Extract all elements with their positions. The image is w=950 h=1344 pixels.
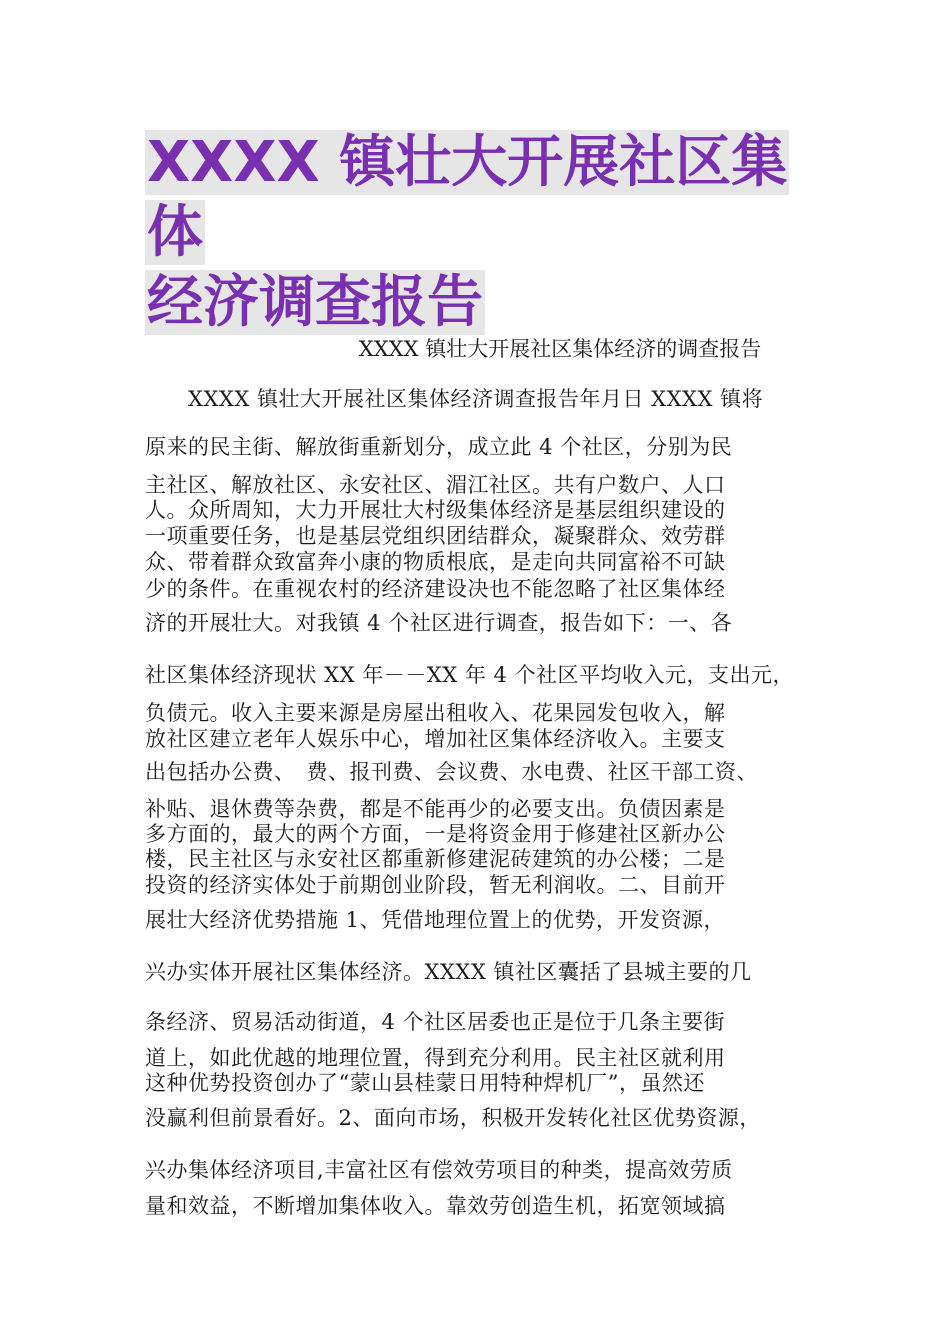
body-line: 原来的民主街、解放街重新划分，成立此 4 个社区，分别为民 [145,435,733,459]
body-line: 补贴、退休费等杂费，都是不能再少的必要支出。负债因素是 [145,797,726,821]
body-line: 投资的经济实体处于前期创业阶段，暂无利润收。二、目前开 [145,873,726,897]
body-line: 没赢利但前景看好。2、面向市场，积极开发转化社区优势资源， [145,1106,761,1130]
title-line-1: XXXX 镇壮大开展社区集体 [147,130,788,265]
body-line: 楼，民主社区与永安社区都重新修建泥砖建筑的办公楼；二是 [145,847,726,871]
body-line: 道上，如此优越的地理位置，得到充分利用。民主社区就利用 [145,1046,726,1070]
body-line: 负债元。收入主要来源是房屋出租收入、花果园发包收入，解 [145,701,726,725]
body-line: 人。众所周知，大力开展壮大村级集体经济是基层组织建设的 [145,498,726,522]
body-line: 兴办集体经济项目,丰富社区有偿效劳项目的种类，提高效劳质 [145,1158,733,1182]
body-line: 这种优势投资创办了“蒙山县桂蒙日用特种焊机厂”，虽然还 [145,1071,705,1095]
body-line: 社区集体经济现状 XX 年－－XX 年 4 个社区平均收入元，支出元， [145,663,795,687]
body-line: 主社区、解放社区、永安社区、湄江社区。共有户数户、人口 [145,473,726,497]
body-line: 兴办实体开展社区集体经济。XXXX 镇社区囊括了县城主要的几 [145,960,752,984]
body-line: 量和效益，不断增加集体收入。靠效劳创造生机，拓宽领域搞 [145,1194,726,1218]
body-line: 众、带着群众致富奔小康的物质根底，是走向共同富裕不可缺 [145,550,726,574]
document-subtitle: XXXX 镇壮大开展社区集体经济的调查报告 [358,337,762,361]
document-title [145,128,825,338]
body-line: 放社区建立老年人娱乐中心，增加社区集体经济收入。主要支 [145,727,726,751]
body-line: 条经济、贸易活动街道，4 个社区居委也正是位于几条主要街 [145,1010,726,1034]
body-line: 少的条件。在重视农村的经济建设决也不能忽略了社区集体经 [145,577,726,601]
body-line: XXXX 镇壮大开展社区集体经济调查报告年月日 XXXX 镇将 [145,387,764,411]
body-line: 多方面的，最大的两个方面，一是将资金用于修建社区新办公 [145,822,726,846]
body-line: 济的开展壮大。对我镇 4 个社区进行调查，报告如下：一、各 [145,611,733,635]
title-line-2: 经济调查报告 [147,270,483,335]
body-line: 展壮大经济优势措施 1、凭借地理位置上的优势，开发资源， [145,908,726,932]
body-line: 出包括办公费、 费、报刊费、会议费、水电费、社区干部工资、 [145,760,758,784]
body-line: 一项重要任务，也是基层党组织团结群众，凝聚群众、效劳群 [145,524,726,548]
